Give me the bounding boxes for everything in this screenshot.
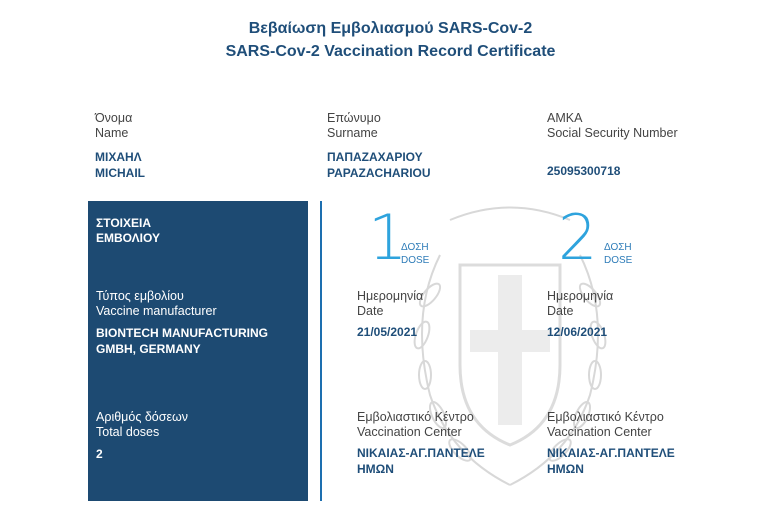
vaccine-heading-line2: ΕΜΒΟΛΙΟΥ <box>96 231 161 245</box>
surname-value <box>327 149 431 181</box>
surname-label-english: Surname <box>327 126 378 140</box>
amka-label <box>547 111 678 141</box>
vaccine-type-label-english: Vaccine manufacturer <box>96 304 217 318</box>
manufacturer-line2: GMBH, GERMANY <box>96 342 201 356</box>
dose-1-date-label-english: Date <box>357 304 384 318</box>
dose-1-date-label-greek: Ημερομηνία <box>357 289 424 303</box>
dose-2-center-line2: ΗΜΩΝ <box>547 462 584 476</box>
total-doses-label-english: Total doses <box>96 425 160 439</box>
name-value-greek: ΜΙΧΑΗΛ <box>95 150 142 164</box>
dose-2-center-label-greek: Εμβολιαστικό Κέντρο <box>547 410 664 424</box>
dose-1-center-line2: ΗΜΩΝ <box>357 462 394 476</box>
surname-value-english: PAPAZACHARIOU <box>327 166 431 180</box>
dose-2-date-label-english: Date <box>547 304 574 318</box>
name-value <box>95 149 145 181</box>
vaccine-manufacturer-value <box>96 325 268 357</box>
vaccine-details-panel <box>88 201 308 501</box>
name-value-english: MICHAIL <box>95 166 145 180</box>
dose-1-center-label-english: Vaccination Center <box>357 425 462 439</box>
dose-1-center-line1: ΝΙΚΑΙΑΣ-ΑΓ.ΠΑΝΤΕΛΕ <box>357 446 485 460</box>
vaccine-details-heading <box>96 216 160 246</box>
dose-2-caption-greek: ΔΟΣΗ <box>604 242 632 253</box>
dose-1-center-value <box>357 445 485 477</box>
dose-1-caption-english: DOSE <box>401 255 430 266</box>
amka-label-greek: ΑΜΚΑ <box>547 111 583 125</box>
dose-2-caption-english: DOSE <box>604 255 633 266</box>
dose-1-date-label <box>357 289 423 319</box>
vaccine-type-label-greek: Τύπος εμβολίου <box>96 289 184 303</box>
total-doses-value: 2 <box>96 447 103 461</box>
dose-2-number: 2 <box>558 201 598 274</box>
dose-1-number: 1 <box>368 201 408 274</box>
total-doses-label <box>96 410 188 440</box>
name-label <box>95 111 132 141</box>
dose-1-caption <box>401 241 429 267</box>
dose-1-center-label <box>357 410 474 440</box>
name-label-english: Name <box>95 126 129 140</box>
amka-label-english: Social Security Number <box>547 126 678 140</box>
surname-label <box>327 111 381 141</box>
dose-2-center-value <box>547 445 675 477</box>
page-title-english: SARS-Cov-2 Vaccination Record Certificate <box>225 43 556 60</box>
total-doses-label-greek: Αριθμός δόσεων <box>96 410 189 424</box>
dose-1-center-label-greek: Εμβολιαστικό Κέντρο <box>357 410 474 424</box>
dose-2-date-label <box>547 289 613 319</box>
page-title-greek: Βεβαίωση Εμβολιασμού SARS-Cov-2 <box>248 20 533 37</box>
dose-2-center-label <box>547 410 664 440</box>
section-divider <box>320 201 322 501</box>
vaccine-type-label <box>96 289 217 319</box>
dose-2-date-label-greek: Ημερομηνία <box>547 289 614 303</box>
surname-label-greek: Επώνυμο <box>327 111 381 125</box>
dose-1-date-value: 21/05/2021 <box>357 325 418 339</box>
vaccine-heading-line1: ΣΤΟΙΧΕΙΑ <box>96 216 151 230</box>
dose-2-center-line1: ΝΙΚΑΙΑΣ-ΑΓ.ΠΑΝΤΕΛΕ <box>547 446 675 460</box>
manufacturer-line1: BIONTECH MANUFACTURING <box>96 326 268 340</box>
dose-2-date-value: 12/06/2021 <box>547 325 608 339</box>
dose-2-center-label-english: Vaccination Center <box>547 425 652 439</box>
dose-2-caption <box>604 241 632 267</box>
surname-value-greek: ΠΑΠΑΖΑΧΑΡΙΟΥ <box>327 150 423 164</box>
name-label-greek: Όνομα <box>95 111 133 125</box>
amka-value: 25095300718 <box>547 164 621 178</box>
dose-1-caption-greek: ΔΟΣΗ <box>401 242 429 253</box>
